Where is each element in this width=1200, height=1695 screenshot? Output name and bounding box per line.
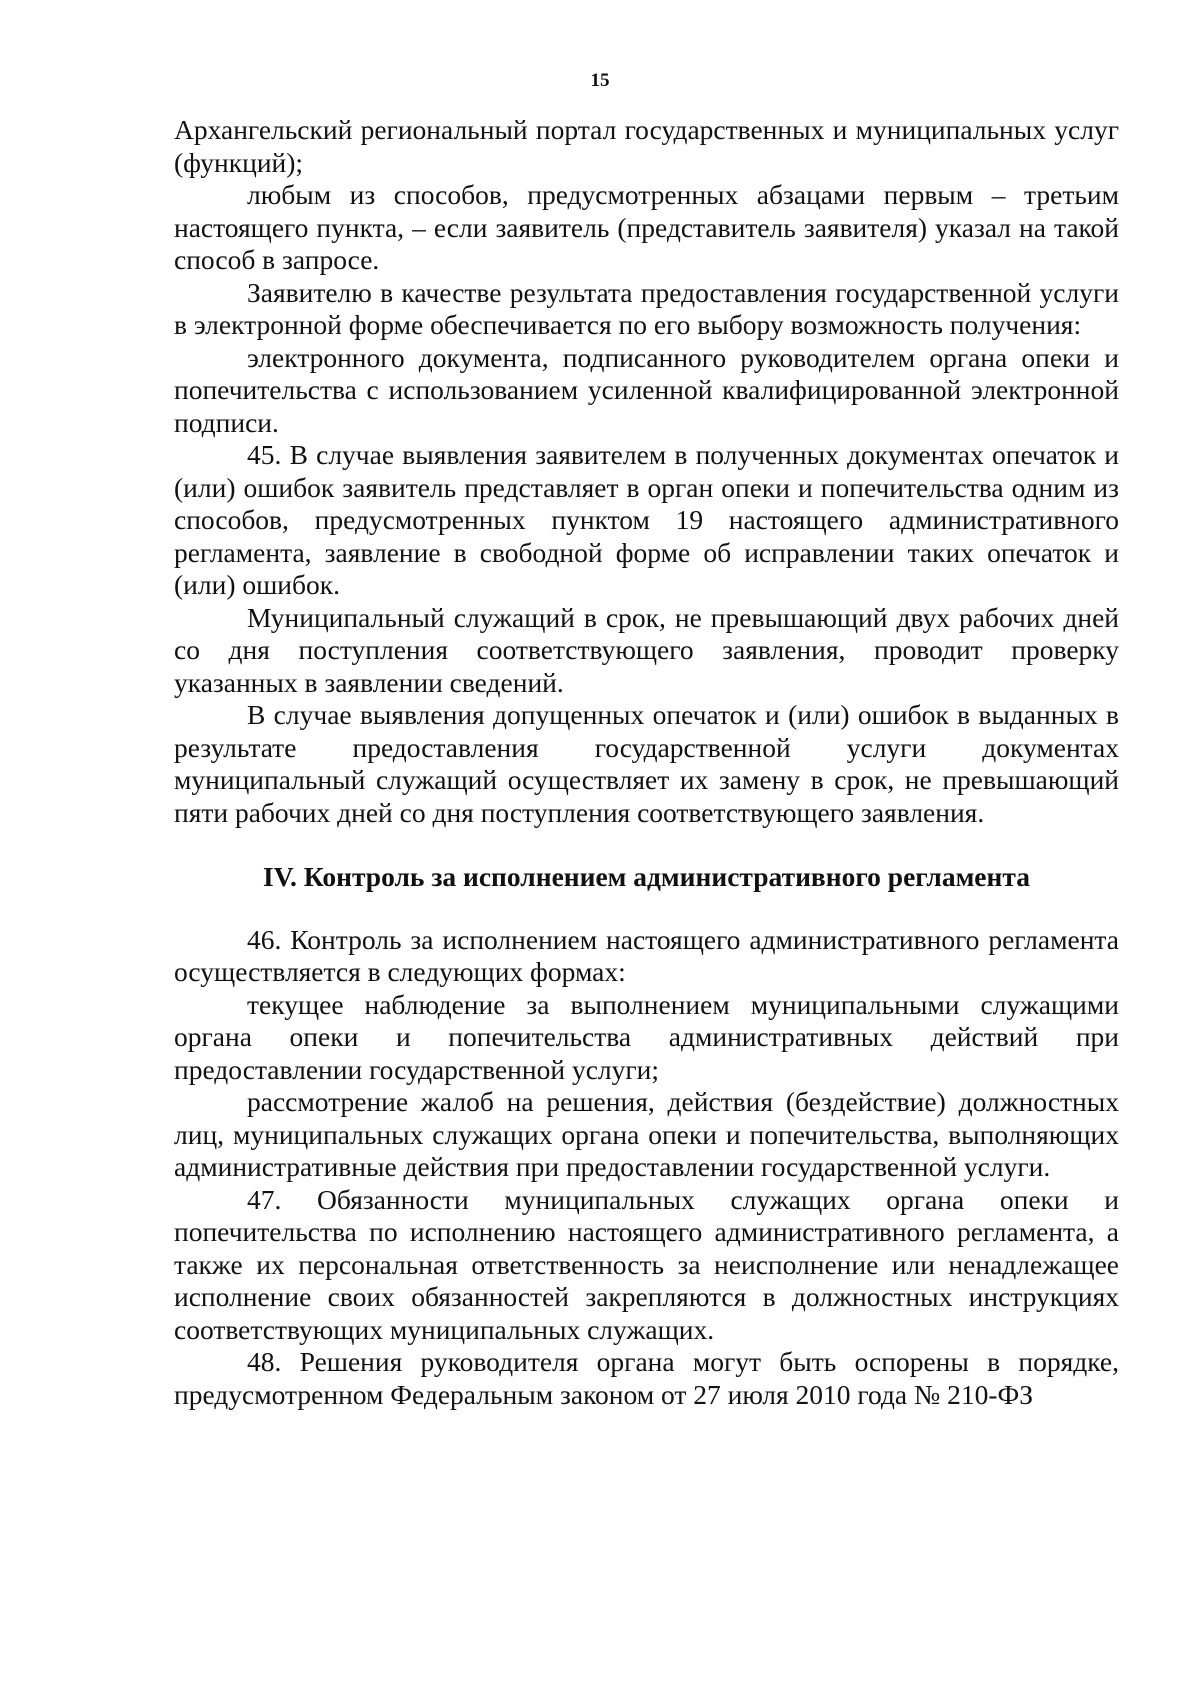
paragraph: 45. В случае выявления заявителем в полученных документах опечаток и (или) ошибок заявитель представляет в орган опеки и попечительства одним из способов, предусмотренных пунктом 19 настоящего административного регламента, заявление в свободной форме об исправлении таких опечаток и (или) ошибок. xyxy=(174,439,1119,600)
paragraph: любым из способов, предусмотренных абзацами первым – третьим настоящего пункта, – если заявитель (представитель заявителя) указал на такой способ в запросе. xyxy=(174,179,1119,275)
paragraph: 47. Обязанности муниципальных служащих органа опеки и попечительства по исполнению настоящего административного регламента, а также их персональная ответственность за неисполнение или ненадлежащее исполнение своих обязанностей закрепляются в должностных инструкциях соответствующих муниципальных служащих. xyxy=(174,1183,1119,1345)
paragraphs-before-heading xyxy=(174,114,1119,829)
paragraph: Архангельский региональный портал государственных и муниципальных услуг (функций); xyxy=(174,114,1119,178)
section-heading: IV. Контроль за исполнением административного регламента xyxy=(263,861,1030,892)
paragraph: Заявителю в качестве результата предоставления государственной услуги в электронной форме обеспечивается по его выбору возможность получения: xyxy=(174,276,1119,340)
paragraph: электронного документа, подписанного руководителем органа опеки и попечительства с использованием усиленной квалифицированной электронной подписи. xyxy=(174,341,1119,438)
paragraph: В случае выявления допущенных опечаток и (или) ошибок в выданных в результате предоставления государственной услуги документах муниципальный служащий осуществляет их замену в срок, не превышающий пяти рабочих дней со дня поступления соответствующего заявления. xyxy=(174,699,1119,828)
page-number: 15 xyxy=(590,70,610,91)
paragraph: рассмотрение жалоб на решения, действия (бездействие) должностных лиц, муниципальных служащих органа опеки и попечительства, выполняющих административные действия при предоставлении государственной услуги. xyxy=(174,1086,1119,1182)
document-body xyxy=(174,114,1119,1411)
paragraph: 48. Решения руководителя органа могут быть оспорены в порядке, предусмотренном Федеральным законом от 27 июля 2010 года № 210-ФЗ xyxy=(174,1346,1119,1410)
paragraph: текущее наблюдение за выполнением муниципальными служащими органа опеки и попечительства административных действий при предоставлении государственной услуги; xyxy=(174,988,1119,1085)
paragraph: 46. Контроль за исполнением настоящего административного регламента осуществляется в следующих формах: xyxy=(174,923,1119,987)
paragraphs-after-heading xyxy=(174,924,1119,1412)
paragraph: Муниципальный служащий в срок, не превышающий двух рабочих дней со дня поступления соответствующего заявления, проводит проверку указанных в заявлении сведений. xyxy=(174,601,1119,698)
